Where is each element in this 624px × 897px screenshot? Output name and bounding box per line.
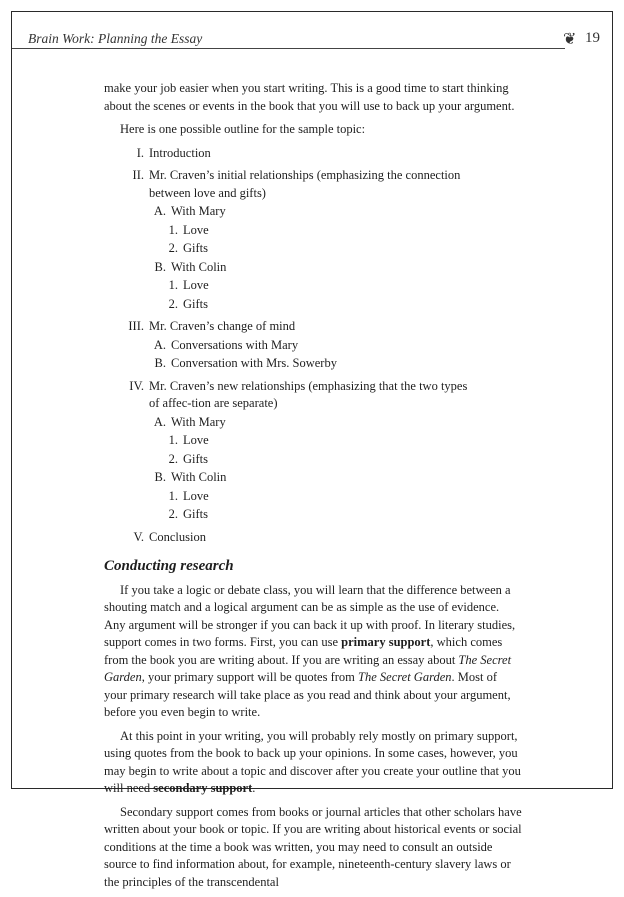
outline-number: 1. (168, 278, 178, 292)
outline-number: II. (132, 168, 144, 182)
running-title: Brain Work: Planning the Essay (28, 31, 203, 46)
outline-item (104, 259, 522, 277)
outline-item (104, 451, 522, 469)
text-run: . Most of your primary research will take place as you read and think about your argument, before you even begin to write. (104, 670, 511, 719)
outline-item (104, 318, 522, 336)
outline-item (104, 167, 522, 202)
outline-text: Love (183, 433, 209, 447)
outline-text: Conversation with Mrs. Sowerby (171, 356, 337, 370)
outline-number: 2. (168, 451, 178, 466)
page-body (104, 80, 522, 897)
outline-number: III. (128, 319, 144, 333)
outline-number: 1. (168, 433, 178, 447)
outline-number: B. (154, 356, 166, 370)
outline-text: Mr. Craven’s initial relationships (emphasizing the connection between love and gifts) (149, 168, 461, 200)
outline-text: Love (183, 488, 209, 503)
outline-text: Introduction (149, 145, 211, 160)
page-number: 19 (585, 30, 600, 46)
outline-text: With Colin (171, 470, 227, 484)
outline-number: V. (133, 529, 144, 544)
outline-text: Gifts (183, 507, 208, 521)
section-heading: Conducting research (104, 558, 234, 574)
outline-text: Gifts (183, 296, 208, 311)
outline-number: A. (153, 337, 166, 352)
outline-number: 1. (168, 488, 178, 503)
outline-text: With Mary (171, 204, 226, 218)
outline-text: Gifts (183, 451, 208, 466)
outline-text: Conclusion (149, 529, 206, 544)
outline-item (104, 432, 522, 450)
outline-item (104, 355, 522, 373)
outline-number: A. (153, 414, 166, 429)
outline-number: 2. (168, 296, 178, 311)
text-run: , which comes from the book you are writing about. If you are writing an essay about (104, 635, 503, 667)
outline-item (104, 296, 522, 314)
outline-item (104, 529, 522, 547)
header-rule (12, 48, 565, 49)
outline-item (104, 337, 522, 355)
outline-text: Conversations with Mary (171, 337, 299, 352)
outline-text: Mr. Craven’s change of mind (149, 319, 296, 333)
outline-number: B. (154, 470, 166, 484)
outline-text: Mr. Craven’s new relationships (emphasizing that the two types of affec-tion are separate) (149, 378, 468, 410)
outline-item (104, 145, 522, 163)
outline-item (104, 414, 522, 432)
outline-number: IV. (129, 378, 144, 393)
outline-text: Love (183, 278, 209, 292)
outline-number: 2. (168, 507, 178, 521)
essay-outline (104, 145, 522, 547)
text-run: At this point in your writing, you will probably rely mostly on primary support, using quotes from the book to back up your opinions. In some cases, however, you may begin to write about a topic and discover after you create your outline that you will need (104, 728, 521, 795)
term-secondary-support: secondary support (153, 781, 253, 795)
outline-text: Gifts (183, 241, 208, 255)
paragraph-secondary-sources: Secondary support comes from books or journal articles that other scholars have written about your book or topic. If you are writing about historical events or social conditions at the time a book was written, you may need to consult an outside source to find information about, for example, nineteenth-century slavery laws or the principles of the transcendental (104, 804, 522, 889)
outline-item (104, 222, 522, 240)
outline-item (104, 378, 522, 413)
outline-text: Love (183, 222, 209, 237)
outline-intro: Here is one possible outline for the sample topic: (120, 122, 366, 136)
outline-item (104, 203, 522, 221)
outline-item (104, 488, 522, 506)
outline-text: With Colin (171, 259, 227, 274)
intro-paragraph: make your job easier when you start writing. This is a good time to start thinking about the scenes or events in the book that you will use to back up your argument. (104, 81, 515, 113)
text-run: If you take a logic or debate class, you will learn that the difference between a shouting match and a logical argument can be as simple as the use of evidence. Any argument will be stronger if you can back it up with proof. In literary studies, support comes in two forms. First, you can use (104, 582, 516, 649)
term-primary-support: primary support (341, 635, 431, 649)
outline-item (104, 506, 522, 524)
book-title: The Secret Garden (358, 670, 452, 684)
outline-number: 2. (168, 241, 178, 255)
text-run: . (252, 781, 256, 795)
outline-item (104, 469, 522, 487)
paragraph-primary-support (104, 582, 522, 722)
book-title: The Secret Garden (104, 652, 512, 684)
outline-number: 1. (168, 222, 178, 237)
text-run: , your primary support will be quotes from (141, 670, 359, 684)
outline-item (104, 277, 522, 295)
paragraph-secondary-support (104, 728, 522, 798)
outline-text: With Mary (171, 414, 226, 429)
outline-number: I. (136, 145, 144, 160)
outline-number: A. (153, 204, 166, 218)
outline-number: B. (154, 259, 166, 274)
fleuron-icon: ❦ (563, 31, 577, 48)
outline-item (104, 240, 522, 258)
running-header (12, 28, 612, 50)
